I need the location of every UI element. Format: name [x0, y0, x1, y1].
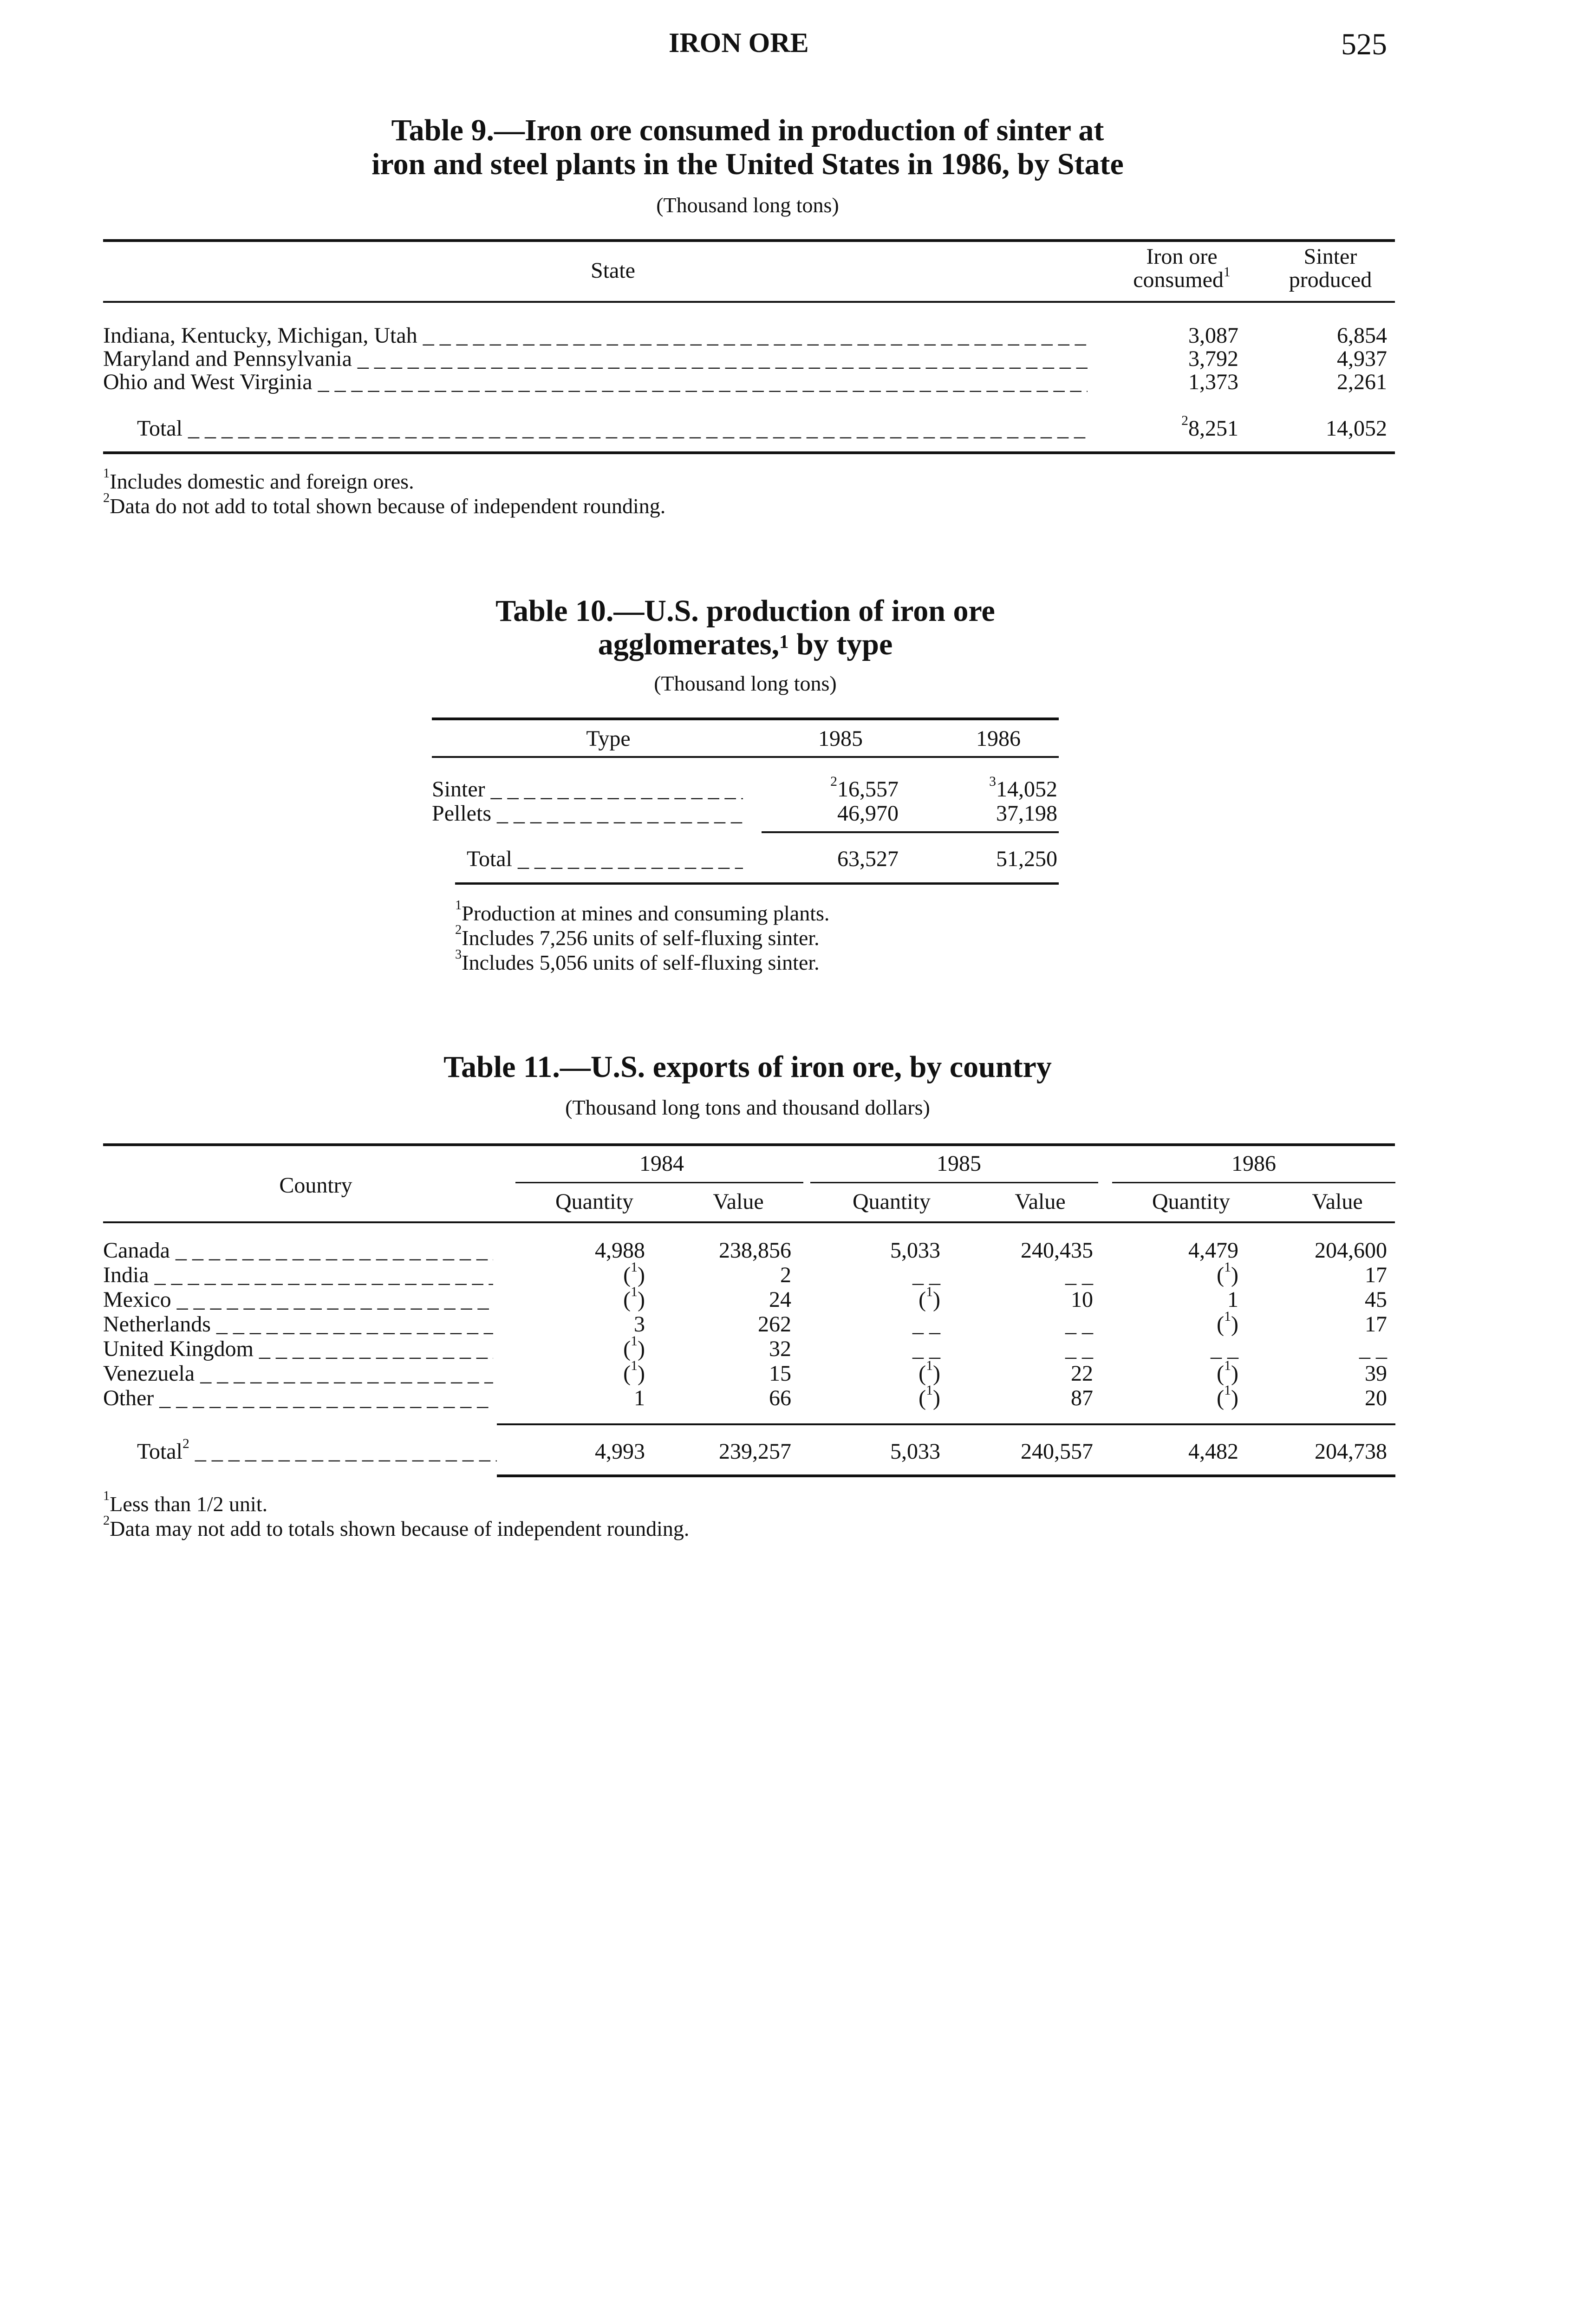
table-11-q85: ($^1$) [919, 1383, 940, 1410]
table-10-total-label: Total _ _ _ [467, 846, 743, 872]
table-10-footnote-1: $^1$Production at mines and consuming plants. [455, 898, 830, 925]
table-10-1985: 46,970 [837, 801, 899, 826]
table-10-type: Sinter _ _ _ [432, 776, 743, 802]
table-10-sum-rule [762, 831, 1059, 833]
table-11-country: Venezuela _ _ _ [103, 1361, 493, 1386]
table-9-head-rule [103, 301, 1395, 303]
table-11-year-1985: 1985 [937, 1151, 981, 1176]
table-11-col-quantity-1986: Quantity [1152, 1189, 1230, 1214]
table-11-total-label: Total$^2$ _ _ _ [137, 1439, 497, 1464]
table-11-total-q86: 4,482 [1188, 1439, 1238, 1464]
table-11-v85: 87 [1071, 1386, 1093, 1410]
table-11-v84: 238,856 [719, 1238, 791, 1263]
table-11-v84: 32 [769, 1337, 791, 1361]
table-9-sinter: 4,937 [1337, 346, 1387, 371]
table-11-q84: ($^1$) [623, 1333, 645, 1361]
table-9-total-iron: $^2$8,251 [1181, 413, 1238, 441]
table-9-footnote-2: $^2$Data do not add to total shown because of independent rounding. [103, 491, 666, 518]
table-10-col-1986: 1986 [976, 726, 1021, 751]
table-10-type: Pellets _ _ _ [432, 801, 743, 826]
table-10-title-line1: Table 10.—U.S. production of iron ore [495, 594, 995, 628]
table-10-total-1986: 51,250 [996, 847, 1057, 871]
table-9-title-line2: iron and steel plants in the United States in 1986, by State [371, 147, 1124, 181]
table-9-col-sinter-line1: Sinter [1303, 244, 1357, 269]
table-10-top-rule [432, 717, 1059, 720]
table-10-title-line2: agglomerates,$^1$ by type [598, 627, 893, 661]
table-11-year-1986: 1986 [1231, 1151, 1276, 1176]
table-10-col-1985: 1985 [818, 726, 863, 751]
table-9-units: (Thousand long tons) [656, 193, 839, 217]
table-11-total-v85: 240,557 [1021, 1439, 1093, 1464]
table-11-v85: _ _ [1065, 1312, 1093, 1337]
table-10-1986: 37,198 [996, 801, 1057, 826]
table-11-head-rule [103, 1221, 1395, 1223]
table-9-state: Ohio and West Virginia _ _ _ [103, 369, 1088, 395]
table-11-q86: ($^1$) [1217, 1259, 1238, 1287]
table-11-col-quantity-1984: Quantity [555, 1189, 633, 1214]
table-10-bottom-rule [455, 882, 1059, 885]
table-11-q86: 4,479 [1188, 1238, 1238, 1263]
table-9-sinter: 6,854 [1337, 323, 1387, 348]
table-11-total-v84: 239,257 [719, 1439, 791, 1464]
table-11-v86: 17 [1365, 1263, 1387, 1287]
table-11-q85: _ _ [912, 1263, 940, 1287]
table-11-q84: 4,988 [595, 1238, 645, 1263]
table-10-total-1985: 63,527 [837, 847, 899, 871]
running-header: IRON ORE [669, 27, 809, 58]
table-11-v85: _ _ [1065, 1337, 1093, 1361]
table-9-iron: 3,087 [1188, 323, 1238, 348]
table-11-col-quantity-1985: Quantity [853, 1189, 931, 1214]
table-11-v85: 10 [1071, 1287, 1093, 1312]
table-9-col-iron-line1: Iron ore [1146, 244, 1218, 269]
table-11-year-1986-rule [1112, 1182, 1395, 1183]
table-11-v84: 24 [769, 1287, 791, 1312]
table-11-units: (Thousand long tons and thousand dollars) [565, 1096, 930, 1119]
table-9-total-label: Total _ _ _ [137, 416, 1088, 441]
table-11-year-1984-rule [515, 1182, 803, 1183]
table-9-title-line1: Table 9.—Iron ore consumed in production of sinter at [391, 113, 1104, 147]
table-11-country: Netherlands _ _ _ [103, 1311, 493, 1337]
table-11-q84: 1 [634, 1386, 645, 1410]
table-9-bottom-rule [103, 451, 1395, 454]
table-11-col-value-1986: Value [1312, 1189, 1363, 1214]
table-11-total-v86: 204,738 [1315, 1439, 1387, 1464]
table-11-q85: _ _ [912, 1337, 940, 1361]
table-11-col-value-1985: Value [1015, 1189, 1066, 1214]
table-9-total-sinter: 14,052 [1326, 416, 1387, 441]
table-11-v86: 20 [1365, 1386, 1387, 1410]
table-11-sum-rule [497, 1423, 1395, 1425]
table-11-v84: 262 [758, 1312, 791, 1337]
table-9-col-sinter-line2: produced [1289, 267, 1372, 292]
table-11-q84: ($^1$) [623, 1358, 645, 1386]
table-11-v85: 22 [1071, 1361, 1093, 1386]
table-11-v86: 204,600 [1315, 1238, 1387, 1263]
table-11-q84: ($^1$) [623, 1284, 645, 1312]
table-11-q85: 5,033 [890, 1238, 940, 1263]
table-9-state: Maryland and Pennsylvania _ _ _ [103, 346, 1088, 372]
table-9-top-rule [103, 239, 1395, 242]
table-10-col-type: Type [586, 726, 631, 751]
table-9-col-iron-line2: consumed$^1$ [1133, 264, 1231, 292]
page-number: 525 [1341, 27, 1387, 61]
table-11-v85: 240,435 [1021, 1238, 1093, 1263]
table-9-sinter: 2,261 [1337, 370, 1387, 394]
table-11-country: Other _ _ _ [103, 1385, 493, 1411]
table-11-total-q85: 5,033 [890, 1439, 940, 1464]
table-11-v86: 39 [1365, 1361, 1387, 1386]
table-10-units: (Thousand long tons) [654, 672, 837, 695]
table-9-col-state: State [591, 258, 635, 283]
table-11-country: Mexico _ _ _ [103, 1287, 493, 1312]
table-11-v85: _ _ [1065, 1263, 1093, 1287]
table-10-head-rule [432, 756, 1059, 758]
table-11-bottom-rule [497, 1474, 1395, 1477]
table-11-year-1985-rule [810, 1182, 1098, 1183]
table-11-q85: ($^1$) [919, 1358, 940, 1386]
table-9-footnote-1: $^1$Includes domestic and foreign ores. [103, 466, 414, 493]
table-11-country: Canada _ _ _ [103, 1238, 493, 1263]
table-10-footnote-3: $^3$Includes 5,056 units of self-fluxing sinter. [455, 947, 820, 974]
table-11-total-q84: 4,993 [595, 1439, 645, 1464]
table-11-year-1984: 1984 [639, 1151, 684, 1176]
table-11-v86: _ _ [1359, 1337, 1387, 1361]
table-11-country: United Kingdom _ _ _ [103, 1336, 493, 1362]
table-11-q86: 1 [1227, 1287, 1238, 1312]
table-11-footnote-2: $^2$Data may not add to totals shown because of independent rounding. [103, 1513, 690, 1540]
table-11-q84: 3 [634, 1312, 645, 1337]
table-11-v84: 66 [769, 1386, 791, 1410]
table-10-1985: $^2$16,557 [830, 774, 899, 802]
table-11-q85: _ _ [912, 1312, 940, 1337]
table-11-title: Table 11.—U.S. exports of iron ore, by country [443, 1050, 1052, 1084]
table-11-v84: 2 [780, 1263, 791, 1287]
table-11-q85: ($^1$) [919, 1284, 940, 1312]
table-11-top-rule [103, 1143, 1395, 1146]
table-11-v86: 45 [1365, 1287, 1387, 1312]
table-11-q86: _ _ [1211, 1337, 1238, 1361]
table-11-q86: ($^1$) [1217, 1358, 1238, 1386]
table-11-country: India _ _ _ [103, 1262, 493, 1288]
table-11-v86: 17 [1365, 1312, 1387, 1337]
table-10-1986: $^3$14,052 [989, 774, 1057, 802]
table-11-col-country: Country [279, 1173, 352, 1198]
table-11-col-value-1984: Value [713, 1189, 764, 1214]
table-9-state: Indiana, Kentucky, Michigan, Utah _ _ _ [103, 323, 1088, 348]
table-11-q86: ($^1$) [1217, 1383, 1238, 1410]
table-9-iron: 3,792 [1188, 346, 1238, 371]
table-11-q84: ($^1$) [623, 1259, 645, 1287]
table-10-footnote-2: $^2$Includes 7,256 units of self-fluxing sinter. [455, 923, 820, 950]
table-11-v84: 15 [769, 1361, 791, 1386]
table-11-q86: ($^1$) [1217, 1309, 1238, 1337]
table-9-iron: 1,373 [1188, 370, 1238, 394]
table-11-footnote-1: $^1$Less than 1/2 unit. [103, 1489, 268, 1516]
